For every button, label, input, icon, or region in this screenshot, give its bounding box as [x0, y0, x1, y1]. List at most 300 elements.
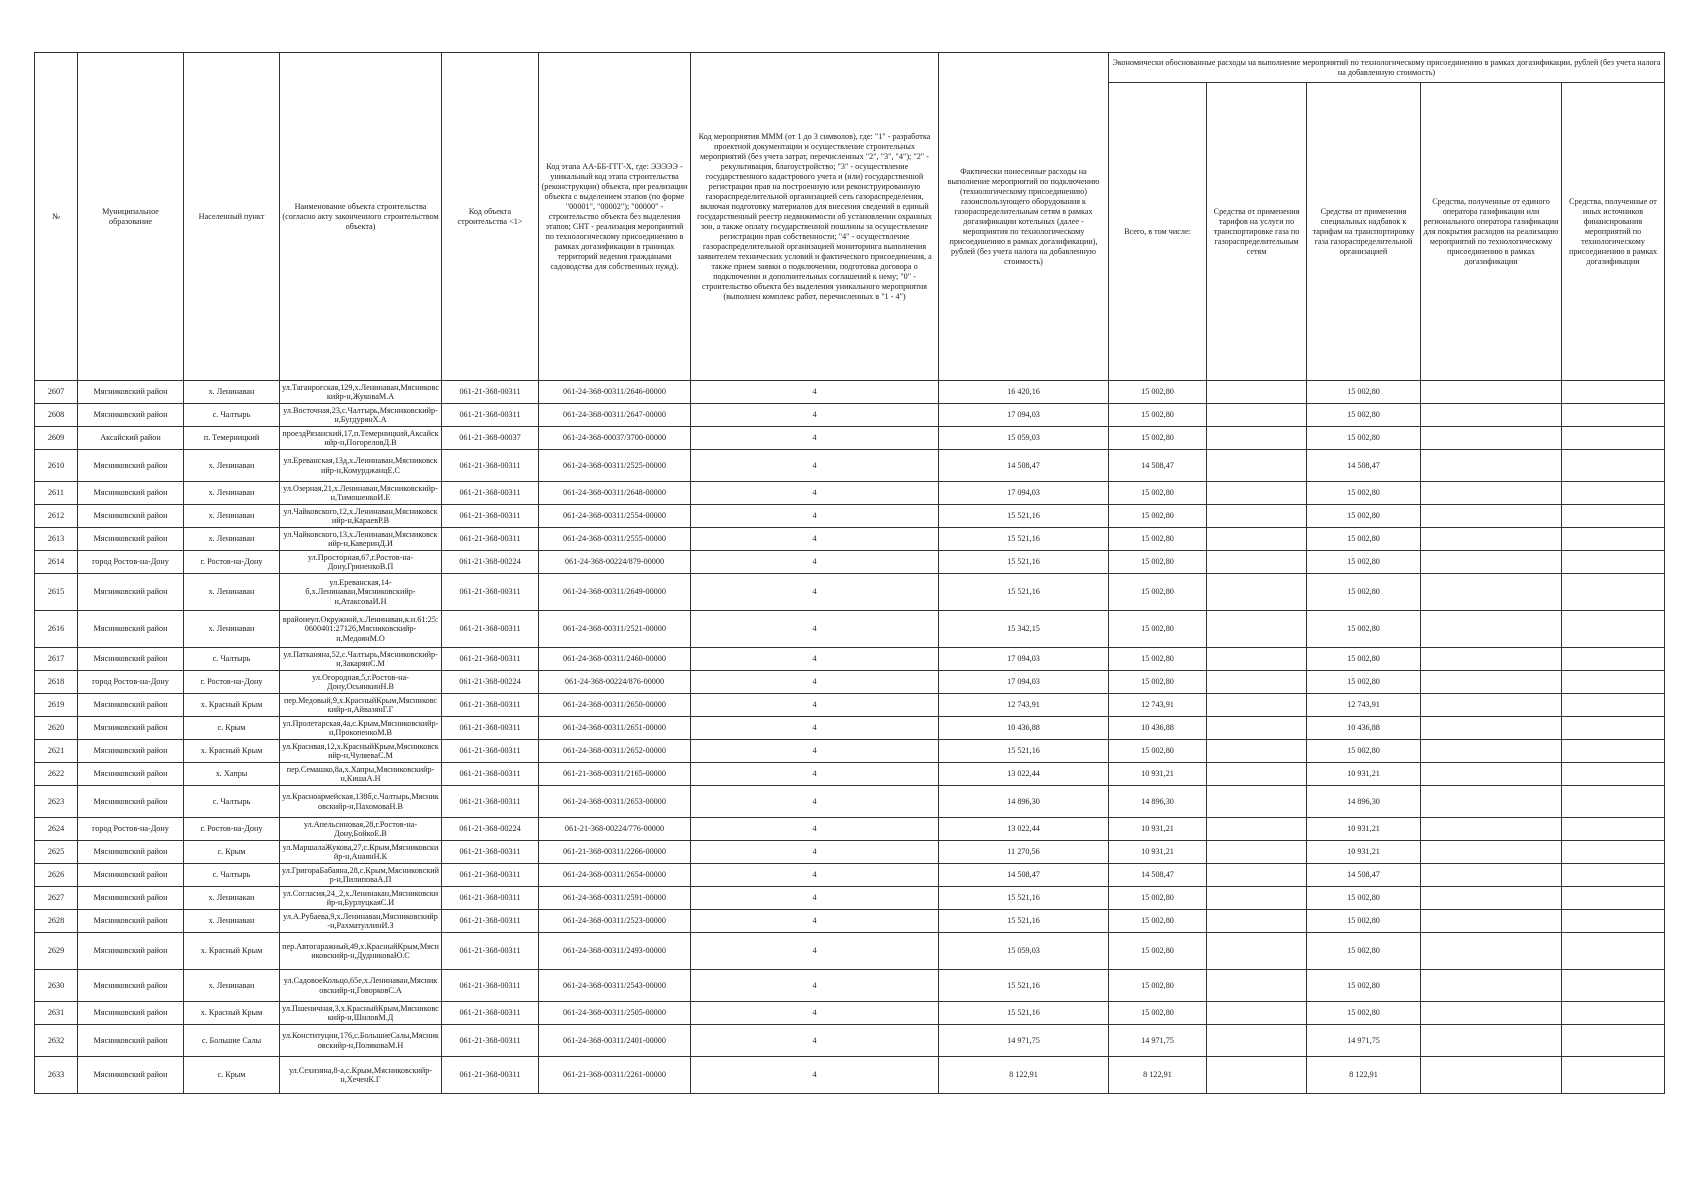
cell-other-sources	[1562, 574, 1665, 611]
cell-actual-costs: 17 094,03	[939, 648, 1109, 671]
cell-stage-code: 061-24-368-00311/2521-00000	[539, 611, 691, 648]
cell-row-number: 2613	[35, 528, 78, 551]
cell-other-sources	[1562, 841, 1665, 864]
cell-single-operator	[1421, 694, 1562, 717]
cell-total: 14 508,47	[1109, 450, 1207, 482]
cell-tariff-transport	[1207, 611, 1307, 648]
cell-stage-code: 061-24-368-00311/2554-00000	[539, 505, 691, 528]
table-row	[35, 574, 1665, 611]
cell-single-operator	[1421, 818, 1562, 841]
cell-municipality: город Ростов-на-Дону	[78, 818, 184, 841]
header-total: Всего, в том числе:	[1109, 83, 1207, 381]
cell-row-number: 2609	[35, 427, 78, 450]
cell-row-number: 2624	[35, 818, 78, 841]
cell-other-sources	[1562, 671, 1665, 694]
table-row	[35, 694, 1665, 717]
cell-other-sources	[1562, 381, 1665, 404]
cell-total: 15 002,80	[1109, 1002, 1207, 1025]
table-row	[35, 818, 1665, 841]
cell-single-operator	[1421, 427, 1562, 450]
cell-total: 15 002,80	[1109, 528, 1207, 551]
cell-municipality: Мясниковский район	[78, 381, 184, 404]
table-row	[35, 482, 1665, 505]
cell-object-name: ул.Согласия,24_2,х.Ленинакан,Мясниковскийр-н,БурлуцкаяС.И	[280, 887, 442, 910]
cell-actual-costs: 13 022,44	[939, 763, 1109, 786]
cell-other-sources	[1562, 1002, 1665, 1025]
table-row	[35, 910, 1665, 933]
cell-single-operator	[1421, 574, 1562, 611]
cell-object-name: ул.Чайковского,13,х.Ленинаван,Мясниковскийр-н,КаверинД.И	[280, 528, 442, 551]
cell-actual-costs: 15 342,15	[939, 611, 1109, 648]
cell-object-code: 061-21-368-00311	[442, 648, 539, 671]
cell-tariff-transport	[1207, 864, 1307, 887]
cell-tariff-transport	[1207, 671, 1307, 694]
cell-object-code: 061-21-368-00311	[442, 528, 539, 551]
cell-special-markup: 10 931,21	[1307, 818, 1421, 841]
table-row	[35, 786, 1665, 818]
cell-special-markup: 15 002,80	[1307, 740, 1421, 763]
cell-tariff-transport	[1207, 528, 1307, 551]
cell-event-code: 4	[691, 427, 939, 450]
cell-total: 15 002,80	[1109, 887, 1207, 910]
cell-actual-costs: 15 521,16	[939, 970, 1109, 1002]
cell-actual-costs: 17 094,03	[939, 482, 1109, 505]
cell-single-operator	[1421, 404, 1562, 427]
table-row	[35, 404, 1665, 427]
cell-total: 14 896,30	[1109, 786, 1207, 818]
cell-event-code: 4	[691, 404, 939, 427]
cell-single-operator	[1421, 864, 1562, 887]
cell-event-code: 4	[691, 740, 939, 763]
table-row	[35, 551, 1665, 574]
cell-event-code: 4	[691, 1025, 939, 1057]
cell-stage-code: 061-24-368-00311/2652-00000	[539, 740, 691, 763]
cell-municipality: Мясниковский район	[78, 404, 184, 427]
cell-object-code: 061-21-368-00224	[442, 818, 539, 841]
cell-object-code: 061-21-368-00311	[442, 887, 539, 910]
cell-settlement: х. Ленинаван	[184, 505, 280, 528]
cell-total: 10 931,21	[1109, 818, 1207, 841]
cell-object-code: 061-21-368-00311	[442, 404, 539, 427]
cell-other-sources	[1562, 910, 1665, 933]
table-row	[35, 505, 1665, 528]
cell-actual-costs: 15 059,03	[939, 933, 1109, 970]
cell-single-operator	[1421, 648, 1562, 671]
cell-single-operator	[1421, 763, 1562, 786]
cell-single-operator	[1421, 717, 1562, 740]
table-row	[35, 717, 1665, 740]
cell-stage-code: 061-24-368-00311/2649-00000	[539, 574, 691, 611]
cell-special-markup: 15 002,80	[1307, 427, 1421, 450]
cell-special-markup: 14 896,30	[1307, 786, 1421, 818]
cell-stage-code: 061-24-368-00311/2650-00000	[539, 694, 691, 717]
cell-total: 15 002,80	[1109, 910, 1207, 933]
cell-tariff-transport	[1207, 910, 1307, 933]
cell-event-code: 4	[691, 933, 939, 970]
cell-tariff-transport	[1207, 482, 1307, 505]
cell-special-markup: 15 002,80	[1307, 970, 1421, 1002]
cell-row-number: 2629	[35, 933, 78, 970]
cell-municipality: Мясниковский район	[78, 717, 184, 740]
cell-single-operator	[1421, 933, 1562, 970]
table-row	[35, 450, 1665, 482]
cell-settlement: г. Ростов-на-Дону	[184, 671, 280, 694]
cell-other-sources	[1562, 648, 1665, 671]
cell-total: 15 002,80	[1109, 671, 1207, 694]
cell-total: 15 002,80	[1109, 611, 1207, 648]
cell-row-number: 2615	[35, 574, 78, 611]
cell-settlement: х. Ленинаван	[184, 910, 280, 933]
cell-single-operator	[1421, 528, 1562, 551]
cell-municipality: Мясниковский район	[78, 763, 184, 786]
cell-actual-costs: 15 521,16	[939, 1002, 1109, 1025]
cell-actual-costs: 13 022,44	[939, 818, 1109, 841]
cell-row-number: 2630	[35, 970, 78, 1002]
cell-actual-costs: 14 971,75	[939, 1025, 1109, 1057]
cell-total: 12 743,91	[1109, 694, 1207, 717]
cell-tariff-transport	[1207, 740, 1307, 763]
cell-object-code: 061-21-368-00224	[442, 671, 539, 694]
cell-tariff-transport	[1207, 574, 1307, 611]
cell-actual-costs: 14 508,47	[939, 450, 1109, 482]
cell-stage-code: 061-24-368-00311/2654-00000	[539, 864, 691, 887]
table-row	[35, 611, 1665, 648]
cell-special-markup: 8 122,91	[1307, 1057, 1421, 1094]
cell-special-markup: 14 971,75	[1307, 1025, 1421, 1057]
cell-object-code: 061-21-368-00311	[442, 505, 539, 528]
cell-object-name: пер.Семашко,8а,х.Хапры,Мясниковскийр-н,КишаА.Н	[280, 763, 442, 786]
cell-object-name: ул.Просторная,67,г.Ростов-на-Дону,ГриненкоВ.П	[280, 551, 442, 574]
table-row	[35, 427, 1665, 450]
cell-settlement: х. Красный Крым	[184, 740, 280, 763]
cell-event-code: 4	[691, 818, 939, 841]
cell-stage-code: 061-24-368-00311/2401-00000	[539, 1025, 691, 1057]
cell-single-operator	[1421, 1057, 1562, 1094]
cell-other-sources	[1562, 740, 1665, 763]
cell-settlement: г. Ростов-на-Дону	[184, 818, 280, 841]
cell-event-code: 4	[691, 970, 939, 1002]
header-object-name: Наименование объекта строительства (согласно акту законченного строительством объекта)	[280, 53, 442, 381]
cell-tariff-transport	[1207, 505, 1307, 528]
cell-total: 8 122,91	[1109, 1057, 1207, 1094]
cell-tariff-transport	[1207, 1057, 1307, 1094]
cell-other-sources	[1562, 528, 1665, 551]
cell-special-markup: 15 002,80	[1307, 404, 1421, 427]
cell-row-number: 2631	[35, 1002, 78, 1025]
cell-event-code: 4	[691, 611, 939, 648]
cell-special-markup: 15 002,80	[1307, 648, 1421, 671]
table-row	[35, 740, 1665, 763]
cell-object-name: ул.Красивая,12,х.КрасныйКрым,Мясниковскийр-н,ЧуляеваС.М	[280, 740, 442, 763]
cell-stage-code: 061-21-368-00224/776-00000	[539, 818, 691, 841]
cell-municipality: Мясниковский район	[78, 528, 184, 551]
cell-single-operator	[1421, 887, 1562, 910]
cell-actual-costs: 17 094,03	[939, 404, 1109, 427]
cell-other-sources	[1562, 505, 1665, 528]
cell-object-name: ул.Ереванская,13д,х.Ленинаван,Мясниковскийр-н,КомурджанцЕ.С	[280, 450, 442, 482]
table-row	[35, 841, 1665, 864]
cell-single-operator	[1421, 671, 1562, 694]
cell-municipality: Мясниковский район	[78, 694, 184, 717]
cell-total: 10 436,88	[1109, 717, 1207, 740]
cell-other-sources	[1562, 450, 1665, 482]
cell-tariff-transport	[1207, 841, 1307, 864]
cell-single-operator	[1421, 841, 1562, 864]
cell-settlement: х. Ленинаван	[184, 482, 280, 505]
cell-special-markup: 10 931,21	[1307, 763, 1421, 786]
cell-special-markup: 15 002,80	[1307, 551, 1421, 574]
cell-row-number: 2610	[35, 450, 78, 482]
cell-settlement: х. Ленинакан	[184, 887, 280, 910]
header-num: №	[35, 53, 78, 381]
cell-tariff-transport	[1207, 717, 1307, 740]
cell-other-sources	[1562, 864, 1665, 887]
cell-settlement: с. Чалтырь	[184, 786, 280, 818]
cell-event-code: 4	[691, 648, 939, 671]
cell-single-operator	[1421, 1025, 1562, 1057]
cell-stage-code: 061-24-368-00311/2543-00000	[539, 970, 691, 1002]
cell-settlement: х. Красный Крым	[184, 1002, 280, 1025]
cell-object-name: ул.Пролетарская,4а,с.Крым,Мясниковскийр-н,ПрокопенкоМ.В	[280, 717, 442, 740]
table-row	[35, 1002, 1665, 1025]
cell-object-name: ул.Восточная,23,с.Чалтырь,Мясниковскийр-н,БугдурянХ.А	[280, 404, 442, 427]
cell-actual-costs: 15 521,16	[939, 528, 1109, 551]
cell-actual-costs: 15 521,16	[939, 505, 1109, 528]
cell-special-markup: 15 002,80	[1307, 381, 1421, 404]
cell-municipality: Мясниковский район	[78, 841, 184, 864]
cell-object-name: проездРязанский,17,п.Темерницкий,Аксайскийр-н,ПогореловД.В	[280, 427, 442, 450]
cell-municipality: Мясниковский район	[78, 970, 184, 1002]
cell-special-markup: 15 002,80	[1307, 910, 1421, 933]
cell-object-code: 061-21-368-00311	[442, 864, 539, 887]
cell-tariff-transport	[1207, 551, 1307, 574]
cell-stage-code: 061-24-368-00037/3700-00000	[539, 427, 691, 450]
cell-event-code: 4	[691, 482, 939, 505]
cell-row-number: 2623	[35, 786, 78, 818]
table-row	[35, 763, 1665, 786]
cell-settlement: г. Ростов-на-Дону	[184, 551, 280, 574]
cell-total: 15 002,80	[1109, 740, 1207, 763]
cell-special-markup: 15 002,80	[1307, 528, 1421, 551]
cell-other-sources	[1562, 818, 1665, 841]
cell-row-number: 2622	[35, 763, 78, 786]
cell-tariff-transport	[1207, 450, 1307, 482]
cell-settlement: с. Крым	[184, 717, 280, 740]
cell-municipality: город Ростов-на-Дону	[78, 671, 184, 694]
table-row	[35, 933, 1665, 970]
cell-total: 15 002,80	[1109, 427, 1207, 450]
cell-settlement: х. Ленинаван	[184, 450, 280, 482]
cell-object-code: 061-21-368-00311	[442, 1057, 539, 1094]
cell-tariff-transport	[1207, 694, 1307, 717]
cell-settlement: с. Чалтырь	[184, 404, 280, 427]
cell-object-name: ул.Огородная,5,г.Ростов-на-Дону,ОсьянкинН.В	[280, 671, 442, 694]
cell-municipality: Мясниковский район	[78, 611, 184, 648]
table-row	[35, 1025, 1665, 1057]
cell-other-sources	[1562, 933, 1665, 970]
cell-stage-code: 061-21-368-00311/2266-00000	[539, 841, 691, 864]
cell-event-code: 4	[691, 1002, 939, 1025]
cell-event-code: 4	[691, 910, 939, 933]
cell-actual-costs: 15 059,03	[939, 427, 1109, 450]
cell-other-sources	[1562, 717, 1665, 740]
cell-single-operator	[1421, 450, 1562, 482]
cell-settlement: с. Крым	[184, 841, 280, 864]
cell-stage-code: 061-24-368-00311/2653-00000	[539, 786, 691, 818]
cell-other-sources	[1562, 763, 1665, 786]
cell-object-name: ул.А.Рубаева,9,х.Ленинаван,Мясниковскийр-н,РахматуллинИ.З	[280, 910, 442, 933]
cell-row-number: 2614	[35, 551, 78, 574]
cell-object-name: ул.МаршалаЖукова,27,с.Крым,Мясниковскийр-н,АнаянН.К	[280, 841, 442, 864]
header-municipality: Муниципальное образование	[78, 53, 184, 381]
cell-municipality: Мясниковский район	[78, 1002, 184, 1025]
cell-settlement: с. Чалтырь	[184, 864, 280, 887]
cell-other-sources	[1562, 1057, 1665, 1094]
cell-other-sources	[1562, 694, 1665, 717]
header-actual-costs: Фактически понесенные расходы на выполнение мероприятий по подключению (технологическому присоединению) газоиспользующего оборудования к газораспределительным сетям в рамках догазификации котельных (далее - мероприятия по технологическому присоединению в рамках догазификации), рублей (без учета налога на добавленную стоимость)	[939, 53, 1109, 381]
cell-tariff-transport	[1207, 887, 1307, 910]
cell-municipality: Мясниковский район	[78, 574, 184, 611]
cell-other-sources	[1562, 970, 1665, 1002]
cell-special-markup: 10 436,88	[1307, 717, 1421, 740]
cell-row-number: 2625	[35, 841, 78, 864]
cell-object-code: 061-21-368-00311	[442, 694, 539, 717]
cell-object-code: 061-21-368-00311	[442, 740, 539, 763]
cell-event-code: 4	[691, 574, 939, 611]
cell-single-operator	[1421, 740, 1562, 763]
cell-municipality: Мясниковский район	[78, 740, 184, 763]
cell-settlement: с. Чалтырь	[184, 648, 280, 671]
cell-single-operator	[1421, 1002, 1562, 1025]
cell-total: 14 508,47	[1109, 864, 1207, 887]
cell-object-code: 061-21-368-00311	[442, 574, 539, 611]
cell-special-markup: 15 002,80	[1307, 887, 1421, 910]
cell-stage-code: 061-24-368-00224/879-00000	[539, 551, 691, 574]
cell-event-code: 4	[691, 450, 939, 482]
cell-object-code: 061-21-368-00311	[442, 910, 539, 933]
cell-single-operator	[1421, 551, 1562, 574]
cell-special-markup: 15 002,80	[1307, 611, 1421, 648]
cell-object-name: ул.Ереванская,14-б,х.Ленинаван,Мясниковскийр-н,АтаксоваИ.Н	[280, 574, 442, 611]
cell-actual-costs: 17 094,03	[939, 671, 1109, 694]
cell-actual-costs: 12 743,91	[939, 694, 1109, 717]
cell-event-code: 4	[691, 1057, 939, 1094]
cell-object-code: 061-21-368-00311	[442, 381, 539, 404]
cell-single-operator	[1421, 381, 1562, 404]
cell-row-number: 2612	[35, 505, 78, 528]
table-row	[35, 864, 1665, 887]
cell-municipality: Мясниковский район	[78, 648, 184, 671]
cell-municipality: город Ростов-на-Дону	[78, 551, 184, 574]
cell-settlement: х. Ленинаван	[184, 381, 280, 404]
cell-object-name: ул.Пшеничная,3,х.КрасныйКрым,Мясниковскийр-н,ШиловМ.Д	[280, 1002, 442, 1025]
cell-special-markup: 14 508,47	[1307, 450, 1421, 482]
cell-special-markup: 10 931,21	[1307, 841, 1421, 864]
cell-object-name: ул.Чайковского,12,х.Ленинаван,Мясниковскийр-н,КараевР.В	[280, 505, 442, 528]
header-single-operator: Средства, полученные от единого оператора газификации или регионального оператора газификации для покрытия расходов на реализацию мероприятий по технологическому присоединению в рамках догазификации	[1421, 83, 1562, 381]
cell-stage-code: 061-21-368-00311/2165-00000	[539, 763, 691, 786]
cell-stage-code: 061-24-368-00311/2651-00000	[539, 717, 691, 740]
cell-object-code: 061-21-368-00311	[442, 611, 539, 648]
cell-object-name: ул.СадовоеКольцо,65е,х.Ленинаван,Мясниковскийр-н,ГоворковС.А	[280, 970, 442, 1002]
cell-special-markup: 12 743,91	[1307, 694, 1421, 717]
cell-total: 15 002,80	[1109, 404, 1207, 427]
cell-other-sources	[1562, 551, 1665, 574]
cell-stage-code: 061-24-368-00311/2523-00000	[539, 910, 691, 933]
cell-municipality: Мясниковский район	[78, 864, 184, 887]
cell-other-sources	[1562, 1025, 1665, 1057]
cell-stage-code: 061-24-368-00311/2647-00000	[539, 404, 691, 427]
cell-total: 10 931,21	[1109, 763, 1207, 786]
cell-special-markup: 15 002,80	[1307, 933, 1421, 970]
table-row	[35, 381, 1665, 404]
cell-other-sources	[1562, 482, 1665, 505]
cell-event-code: 4	[691, 763, 939, 786]
cell-object-code: 061-21-368-00311	[442, 763, 539, 786]
cell-special-markup: 14 508,47	[1307, 864, 1421, 887]
cell-settlement: х. Ленинаван	[184, 528, 280, 551]
cell-total: 15 002,80	[1109, 505, 1207, 528]
cell-municipality: Мясниковский район	[78, 887, 184, 910]
cell-single-operator	[1421, 910, 1562, 933]
cell-actual-costs: 10 436,88	[939, 717, 1109, 740]
cell-object-name: пер.Автогаражный,49,х.КрасныйКрым,Мясниковскийр-н,ДудниковаЮ.С	[280, 933, 442, 970]
cell-object-code: 061-21-368-00037	[442, 427, 539, 450]
cell-tariff-transport	[1207, 1002, 1307, 1025]
cell-total: 10 931,21	[1109, 841, 1207, 864]
cell-special-markup: 15 002,80	[1307, 1002, 1421, 1025]
cell-settlement: п. Темерницкий	[184, 427, 280, 450]
cell-row-number: 2616	[35, 611, 78, 648]
cell-special-markup: 15 002,80	[1307, 671, 1421, 694]
cell-tariff-transport	[1207, 818, 1307, 841]
cell-total: 15 002,80	[1109, 970, 1207, 1002]
cell-municipality: Мясниковский район	[78, 450, 184, 482]
cell-tariff-transport	[1207, 427, 1307, 450]
cell-municipality: Мясниковский район	[78, 933, 184, 970]
header-settlement: Населенный пункт	[184, 53, 280, 381]
cell-single-operator	[1421, 970, 1562, 1002]
cell-settlement: х. Красный Крым	[184, 694, 280, 717]
cell-special-markup: 15 002,80	[1307, 574, 1421, 611]
cell-object-code: 061-21-368-00311	[442, 786, 539, 818]
header-stage-code: Код этапа АА-ББ-ГГГ-Х, где: ЭЭЭЭЭ - уникальный код этапа строительства (реконструкции) объекта, при реализации объекта с выделением этапов (по форме "00001", "00002"); "00000" - строительство объекта без выделения этапов; СНТ - реализация мероприятий по технологическому присоединению в рамках догазификации в границах территорий ведения гражданами садоводства для собственных нужд).	[539, 53, 691, 381]
cell-object-code: 061-21-368-00311	[442, 450, 539, 482]
table-row	[35, 528, 1665, 551]
cell-actual-costs: 14 896,30	[939, 786, 1109, 818]
cell-stage-code: 061-24-368-00311/2493-00000	[539, 933, 691, 970]
cell-row-number: 2618	[35, 671, 78, 694]
cell-stage-code: 061-24-368-00311/2525-00000	[539, 450, 691, 482]
cell-object-name: ул.Конституции,176,с.БольшиеСалы,Мясниковскийр-н,ПоляковаМ.Н	[280, 1025, 442, 1057]
cell-total: 15 002,80	[1109, 574, 1207, 611]
cell-object-name: врайонеул.Окружной,х.Ленинаван,к.н.61:25:0600401:27126,Мясниковскийр-н,МедоянМ.О	[280, 611, 442, 648]
cell-event-code: 4	[691, 717, 939, 740]
cell-object-code: 061-21-368-00311	[442, 841, 539, 864]
cell-event-code: 4	[691, 381, 939, 404]
cell-single-operator	[1421, 611, 1562, 648]
header-event-code: Код мероприятия МММ (от 1 до 3 символов), где: "1" - разработка проектной документации и осуществление строительных мероприятий (без учета затрат, перечисленных "2", "3", "4"); "2" - рекультивация, благоустройство; "3" - осуществление государственного кадастрового учета и (или) государственной регистрации прав на построенную или реконструированную газораспределительной организацией сеть газораспределения, включая подготовку материалов для внесения сведений в единый государственный реестр недвижимости об установлении охранных зон, а также оплату государственной пошлины за осуществление регистрации прав собственности; "4" - осуществление газораспределительной организацией мониторинга выполнения заявителем технических условий и фактического присоединения, а также прием заявки о подключении, подготовка договора о подключении и дополнительных соглашений к нему; "0" - строительство объекта без выделения уникального мероприятия (выполнен комплекс работ, перечисленных в "1 - 4")	[691, 53, 939, 381]
header-econ-group: Экономически обоснованные расходы на выполнение мероприятий по технологическому присоединению в рамках догазификации, рублей (без учета налога на добавленную стоимость)	[1109, 53, 1665, 83]
cell-event-code: 4	[691, 786, 939, 818]
cell-tariff-transport	[1207, 1025, 1307, 1057]
cell-municipality: Мясниковский район	[78, 910, 184, 933]
cell-settlement: х. Хапры	[184, 763, 280, 786]
header-other-sources: Средства, полученные от иных источников финансирования мероприятий по технологическому присоединению в рамках догазификации	[1562, 83, 1665, 381]
cell-settlement: х. Красный Крым	[184, 933, 280, 970]
cell-row-number: 2619	[35, 694, 78, 717]
cell-event-code: 4	[691, 864, 939, 887]
